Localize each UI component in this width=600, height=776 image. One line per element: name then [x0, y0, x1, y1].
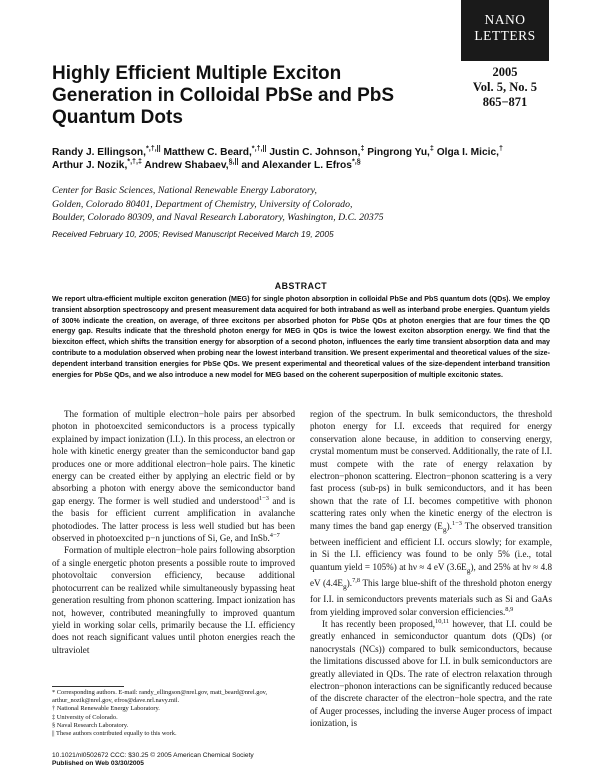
- publication-info: [52, 752, 352, 769]
- body-text: region of the spectrum. In bulk semiconductors, the threshold photon energy for I.I. exceeds that required for energy conservation alone because, in addition to conserving energy, crystal momentum must be conserved. Additionally, the rate of I.I. must compete with the rate of energy relaxation by electron−phonon scattering. Electron−phonon scattering is a very fast process (sub-ps) in bulk semiconductors, and it has been shown that the rate of I.I. becomes competitive with phonon scattering rates only when the kinetic energy of the electron is many times the band gap energy (E: [310, 409, 552, 531]
- footnote-divider: [52, 686, 124, 687]
- author-1: Randy J. Ellingson,: [52, 147, 146, 158]
- body-text: ).: [446, 520, 452, 531]
- affiliations: [52, 184, 522, 225]
- author-8: and Alexander L. Efros: [238, 160, 352, 171]
- issue-pages: 865−871: [482, 95, 528, 109]
- citation: 10,11: [435, 617, 450, 625]
- author-7-marks: §,||: [228, 157, 239, 166]
- author-6: Arthur J. Nozik,: [52, 160, 128, 171]
- author-6-marks: *,†,‡: [127, 157, 142, 166]
- abstract-text: We report ultra-efficient multiple exciton generation (MEG) for single photon absorption in colloidal PbSe and PbS quantum dots (QDs). We employ transient absorption spectroscopy and present measurement data acquired for both intraband as well as interband probe energies. Quantum yields of 300% indicate the creation, on average, of three excitons per absorbed photon for PbSe QDs at photon energies that are four times the QD energy gap. Results indicate that the threshold photon energy for MEG in QDs is twice the lowest exciton absorption energy. We find that the biexciton effect, which shifts the transition energy for absorption of a second photon, influences the early time transient absorption data and may contribute to a modulation observed when probing near the lowest interband transition. We present experimental and theoretical values of the size-dependent interband transition energies for PbSe QDs. We present experimental and theoretical values of the size-dependent interband transition energies for PbSe QDs, and we also introduce a new model for MEG based on the coherent superposition of multiple excitonic states.: [52, 295, 550, 379]
- author-2: Matthew C. Beard,: [160, 147, 252, 158]
- journal-name-line1: NANO: [484, 12, 526, 27]
- article-title: Highly Efficient Multiple Exciton Generation in Colloidal PbSe and PbS Quantum Dots: [52, 63, 395, 128]
- subscript: g: [342, 581, 347, 591]
- footnote-item: † National Renewable Energy Laboratory.: [52, 705, 160, 713]
- journal-name-line2: LETTERS: [474, 28, 536, 43]
- body-column-right: [310, 408, 552, 730]
- footnotes: [52, 689, 295, 738]
- footnote-item: ‡ University of Colorado.: [52, 713, 118, 721]
- body-text: ).: [346, 577, 353, 588]
- subscript: g: [442, 524, 447, 534]
- footnote-item: § Naval Research Laboratory.: [52, 721, 129, 729]
- author-list: [52, 146, 522, 172]
- body-paragraph: Formation of multiple electron−hole pairs following absorption of a single energetic photon presents a possible route to improved photovoltaic conversion efficiency, because additional photocurrent can be realized while simultaneously bypassing heat generation resulting from phonon scattering. Impact ionization has not, however, contributed meaningfully to improved quantum yield in working solar cells, primarily because the I.I. efficiency does not reach significant values until photon energies reach the ultraviolet: [52, 545, 295, 655]
- author-2-marks: *,†,||: [251, 144, 267, 153]
- citation: 4−7: [269, 532, 280, 540]
- footnote-item: * Corresponding authors. E-mail: randy_ellingson@nrel.gov, matt_beard@nrel.gov, arthur_nozik@nrel.gov, efros@dave.nrl.navy.mil.: [52, 689, 268, 705]
- author-8-marks: *,§: [351, 157, 361, 166]
- citation: 1−3: [451, 519, 462, 527]
- received-dates: Received February 10, 2005; Revised Manuscript Received March 19, 2005: [52, 229, 334, 239]
- issue-info: [461, 65, 549, 110]
- author-4: Pingrong Yu,: [364, 147, 430, 158]
- author-4-marks: ‡: [429, 144, 434, 153]
- journal-name-box: [461, 0, 549, 61]
- affiliation-line-1: Center for Basic Sciences, National Renewable Energy Laboratory,: [52, 185, 317, 196]
- affiliation-line-3: Boulder, Colorado 80309, and Naval Research Laboratory, Washington, D.C. 20375: [52, 212, 384, 223]
- body-text: The observed transition between inefficient and efficient I.I. occurs slowly; for example, in Si the I.I. efficiency was found to be only 5% (i.e., total quantum yield = 105%) at hν ≈ 4 eV (3.6E: [310, 520, 552, 572]
- body-text: and is the basis for efficient current amplification in avalanche photodiodes. The latter process is less well studied but has been observed in photoexcited p−n junctions of Si, Ge, and InSb.: [52, 495, 295, 544]
- affiliation-line-2: Golden, Colorado 80401, Department of Chemistry, University of Colorado,: [52, 198, 353, 210]
- author-3-marks: ‡: [360, 144, 365, 153]
- body-column-left: [52, 408, 295, 656]
- author-1-marks: *,†,||: [145, 144, 161, 153]
- body-text: The formation of multiple electron−hole pairs per absorbed photon in photoexcited semiconductors is a process typically explained by impact ionization (I.I.). In this process, an electron or hole with kinetic energy greater than the semiconductor band gap produces one or more additional electron−hole pairs. The kinetic energy can be created either by applying an electric field or by absorbing a photon with energy above the semiconductor band gap energy. The former is well studied and understood: [52, 409, 295, 506]
- issue-year: 2005: [492, 65, 518, 79]
- author-5: Olga I. Micic,: [433, 147, 499, 158]
- citation: 8,9: [505, 605, 514, 613]
- body-text: It has recently been proposed,: [322, 618, 436, 629]
- body-paragraph: [52, 408, 295, 544]
- doi-line: 10.1021/nl0502672 CCC: $30.25 © 2005 American Chemical Society: [52, 752, 254, 759]
- issue-volume: Vol. 5, No. 5: [472, 80, 538, 94]
- subscript: g: [466, 565, 471, 575]
- citation: 7,8: [352, 576, 361, 584]
- footnote-item: || These authors contributed equally to this work.: [52, 730, 177, 738]
- author-3: Justin C. Johnson,: [266, 147, 361, 158]
- body-text: This large blue-shift of the threshold photon energy for I.I. in semiconductors prevents materials such as Si and GaAs from yielding improved solar conversion efficiencies.: [310, 577, 552, 617]
- published-line: Published on Web 03/30/2005: [52, 760, 144, 768]
- body-paragraph: [310, 408, 552, 618]
- body-paragraph: [310, 618, 552, 730]
- body-text: however, that I.I. could be greatly enhanced in semiconductor quantum dots (QDs) (or nanocrystals (NCs)) compared to bulk semiconductors, because the limitations discussed above for I.I. in bulk semiconductors are greatly alleviated in QDs. The rate of electron relaxation through electron−phonon interactions can be significantly reduced because of the discrete character of the electron−hole spectra, and the rate of Auger processes, including the inverse Auger process of impact ionization, is: [310, 618, 552, 729]
- citation: 1−3: [259, 494, 269, 502]
- author-7: Andrew Shabaev,: [141, 160, 229, 171]
- author-5-marks: †: [498, 144, 503, 153]
- abstract-heading: ABSTRACT: [274, 281, 328, 291]
- body-text: ), and 25% at hν ≈ 4.8 eV (4.4E: [310, 561, 552, 588]
